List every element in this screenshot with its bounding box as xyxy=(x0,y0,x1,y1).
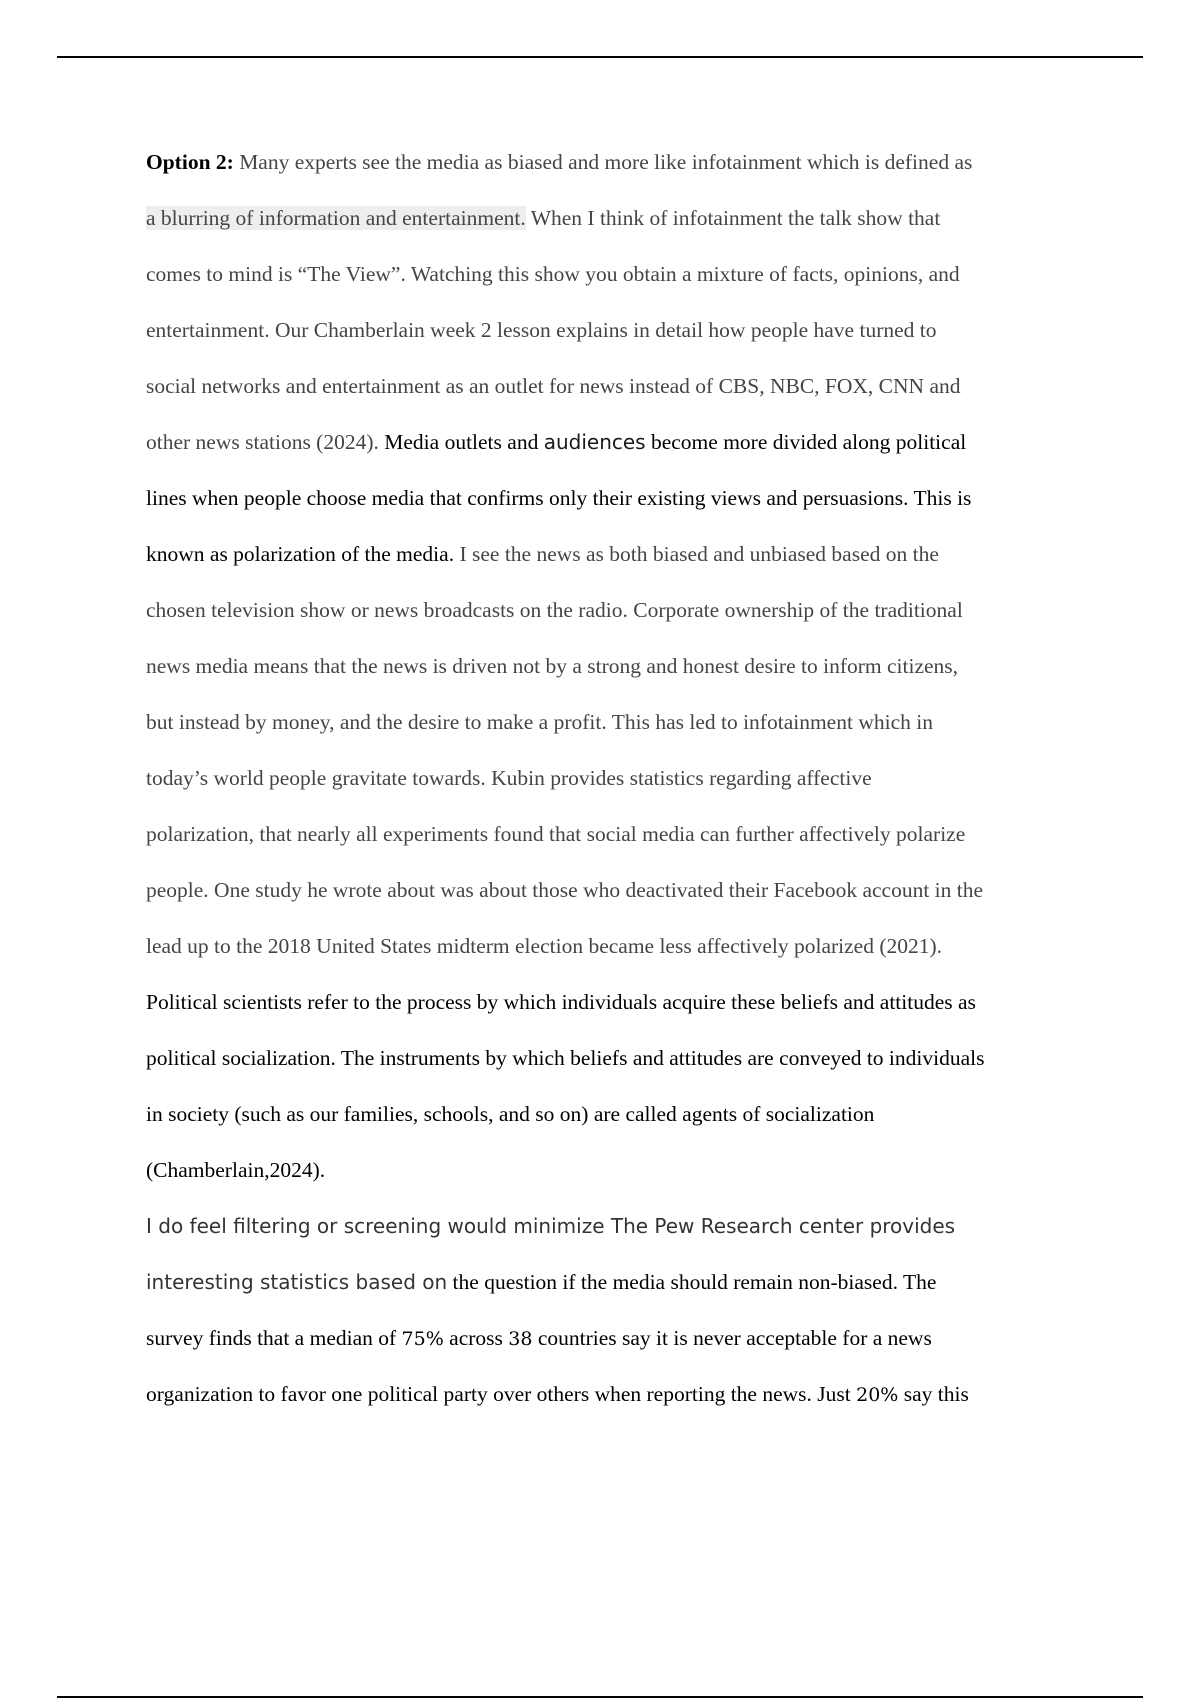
text-span: the question if the media should remain non-biased. The xyxy=(447,1270,937,1294)
paragraph-2-line-4 xyxy=(146,1366,1096,1422)
text-span: organization to favor one political party over others when reporting the news. Just xyxy=(146,1382,857,1406)
text-span: interesting statistics based on xyxy=(146,1270,448,1294)
text-span: audiences xyxy=(543,430,646,454)
paragraph-1-line-4: entertainment. Our Chamberlain week 2 lesson explains in detail how people have turned to xyxy=(146,318,937,342)
option-label: Option 2: xyxy=(146,150,234,174)
text-span: survey finds that a median of xyxy=(146,1326,402,1350)
paragraph-1-line-15: lead up to the 2018 United States midterm election became less affectively polarized (2021). xyxy=(146,934,943,958)
percent-value: 20% xyxy=(856,1384,899,1406)
text-span: I see the news as both biased and unbiased based on the xyxy=(454,542,939,566)
paragraph-1-line-11: but instead by money, and the desire to make a profit. This has led to infotainment which in xyxy=(146,710,933,734)
paragraph-1-line-9: chosen television show or news broadcasts on the radio. Corporate ownership of the traditional xyxy=(146,598,963,622)
paragraph-1-line-19: (Chamberlain,2024). xyxy=(146,1158,326,1182)
text-span: known as polarization of the media. xyxy=(146,542,455,566)
text-span: across xyxy=(443,1326,509,1350)
paragraph-1-line-7: lines when people choose media that confirms only their existing views and persuasions. This is xyxy=(146,486,972,510)
count-value: 38 xyxy=(508,1328,533,1350)
paragraph-1-line-10: news media means that the news is driven not by a strong and honest desire to inform citizens, xyxy=(146,654,959,678)
paragraph-1-line-1 xyxy=(146,134,1096,190)
paragraph-2-line-2 xyxy=(146,1254,1096,1310)
paragraph-1-line-3: comes to mind is “The View”. Watching this show you obtain a mixture of facts, opinions, and xyxy=(146,262,960,286)
text-span: countries say it is never acceptable for a news xyxy=(532,1326,932,1350)
header-rule xyxy=(57,56,1143,58)
paragraph-1-line-2 xyxy=(146,190,1096,246)
text-span: Media outlets and xyxy=(384,430,544,454)
text-span: Many experts see the media as biased and more like infotainment which is defined as xyxy=(233,150,973,174)
highlighted-text: a blurring of information and entertainment. xyxy=(146,206,526,230)
paragraph-2-line-3 xyxy=(146,1310,1096,1366)
paragraph-1-line-5: social networks and entertainment as an outlet for news instead of CBS, NBC, FOX, CNN and xyxy=(146,374,961,398)
paragraph-1-line-16: Political scientists refer to the process by which individuals acquire these beliefs and attitudes as xyxy=(146,990,976,1014)
paragraph-1-line-6 xyxy=(146,414,1096,470)
paragraph-1-line-12: today’s world people gravitate towards. Kubin provides statistics regarding affective xyxy=(146,766,872,790)
paragraph-1-line-14: people. One study he wrote about was about those who deactivated their Facebook account in the xyxy=(146,878,984,902)
text-span: say this xyxy=(898,1382,969,1406)
document-body xyxy=(146,134,1096,1422)
footer-rule xyxy=(57,1696,1143,1698)
paragraph-1-line-17: political socialization. The instruments by which beliefs and attitudes are conveyed to individuals xyxy=(146,1046,985,1070)
paragraph-1-line-13: polarization, that nearly all experiments found that social media can further affectively polarize xyxy=(146,822,966,846)
text-span: become more divided along political xyxy=(645,430,967,454)
paragraph-1-line-18: in society (such as our families, schools, and so on) are called agents of socialization xyxy=(146,1102,875,1126)
text-span: other news stations (2024). xyxy=(146,430,385,454)
percent-value: 75% xyxy=(401,1328,444,1350)
paragraph-1-line-8 xyxy=(146,526,1096,582)
paragraph-2-line-1: I do feel filtering or screening would minimize The Pew Research center provides xyxy=(146,1214,956,1238)
text-span: When I think of infotainment the talk show that xyxy=(525,206,941,230)
